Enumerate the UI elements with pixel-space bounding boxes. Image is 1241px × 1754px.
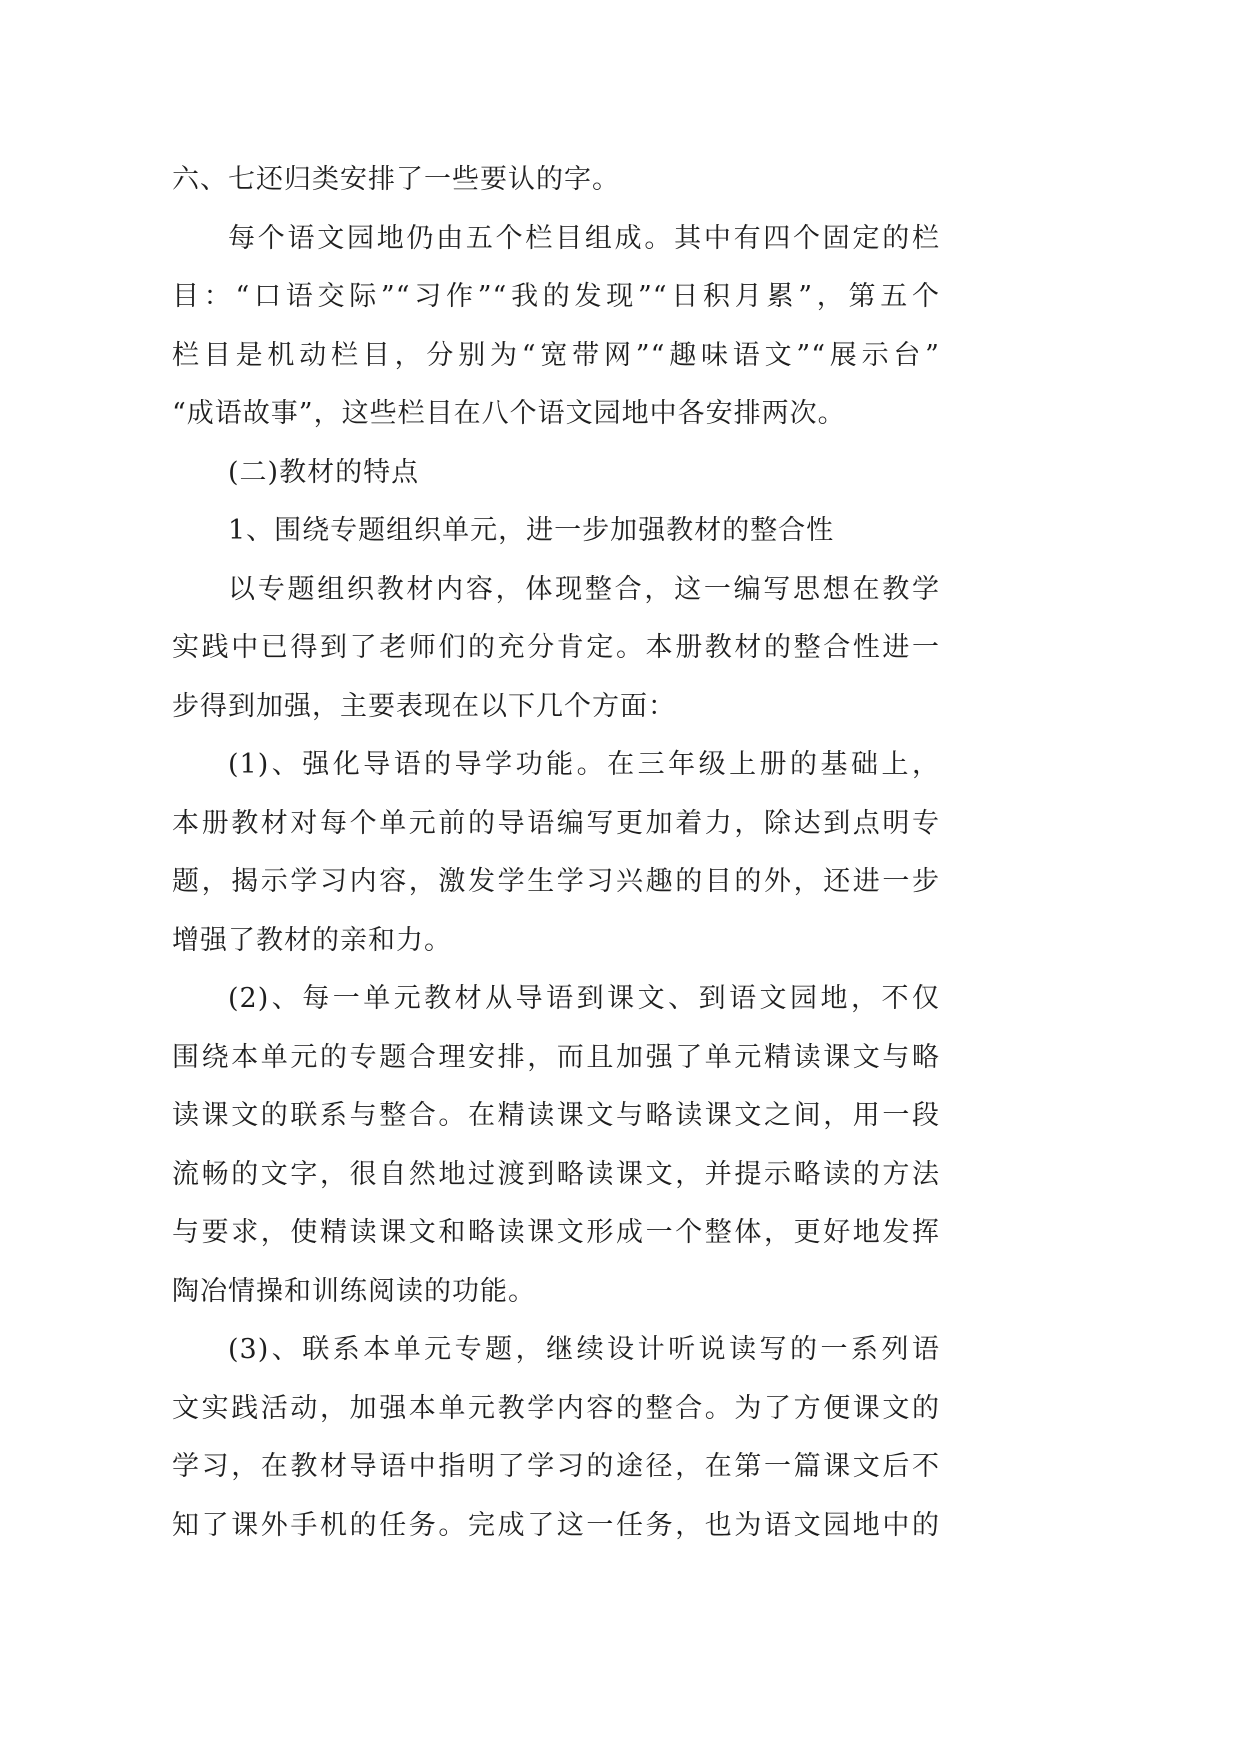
text-line: (1)、强化导语的导学功能。在三年级上册的基础上， [228,749,940,780]
text-line: 增强了教材的亲和力。 [172,924,452,956]
paragraph-item-2 [172,970,940,1321]
text-line: 本册教材对每个单元前的导语编写更加着力，除达到点明专 [172,807,940,839]
paragraph-item-3 [172,1321,940,1555]
heading-text: (二)教材的特点 [228,456,420,488]
section-heading [172,444,940,503]
text-line: 学习，在教材导语中指明了学习的途径，在第一篇课文后不 [172,1451,940,1482]
text-line: 栏目是机动栏目，分别为“宽带网”“趣味语文”“展示台” [172,339,940,371]
text-line: 实践中已得到了老师们的充分肯定。本册教材的整合性进一 [172,632,940,663]
text-line: “成语故事”，这些栏目在八个语文园地中各安排两次。 [172,398,846,429]
text-line: 流畅的文字，很自然地过渡到略读课文，并提示略读的方法 [172,1158,940,1190]
text-line: 以专题组织教材内容，体现整合，这一编写思想在教学 [228,573,940,605]
text-line: 题，揭示学习内容，激发学生学习兴趣的目的外，还进一步 [172,866,940,897]
text-line: 六、七还归类安排了一些要认的字。 [172,164,620,195]
text-line: 陶冶情操和训练阅读的功能。 [172,1275,536,1307]
document-body [172,151,940,1555]
text-line: (2)、每一单元教材从导语到课文、到语文园地，不仅 [228,983,940,1014]
subsection-heading [172,502,940,561]
paragraph-integration [172,561,940,737]
text-line: (3)、联系本单元专题，继续设计听说读写的一系列语 [228,1334,940,1365]
text-line: 目：“口语交际”“习作”“我的发现”“日积月累”，第五个 [172,281,940,312]
text-line: 围绕本单元的专题合理安排，而且加强了单元精读课文与略 [172,1041,940,1073]
heading-text: 1、围绕专题组织单元，进一步加强教材的整合性 [228,515,835,546]
paragraph-continuation [172,151,940,210]
paragraph-yuwen-yuandi [172,210,940,444]
text-line: 文实践活动，加强本单元教学内容的整合。为了方便课文的 [172,1392,940,1424]
text-line: 步得到加强，主要表现在以下几个方面： [172,690,676,722]
text-line: 每个语文园地仍由五个栏目组成。其中有四个固定的栏 [228,222,940,254]
text-line: 读课文的联系与整合。在精读课文与略读课文之间，用一段 [172,1100,940,1131]
text-line: 与要求，使精读课文和略读课文形成一个整体，更好地发挥 [172,1217,940,1248]
paragraph-item-1 [172,736,940,970]
text-line: 知了课外手机的任务。完成了这一任务，也为语文园地中的 [172,1509,940,1541]
